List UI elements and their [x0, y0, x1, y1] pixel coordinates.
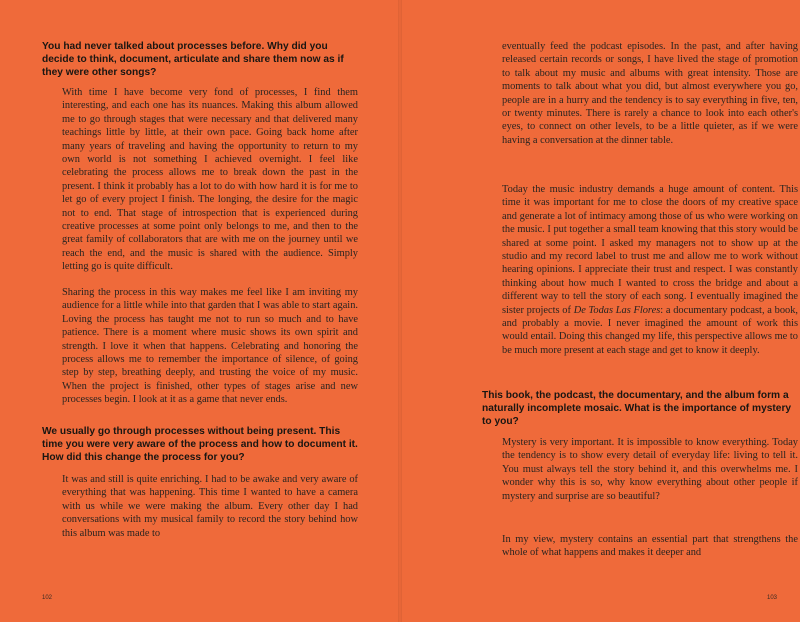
answer-3-paragraph-2: In my view, mystery contains an essential part that strengthens the whole of what happens and makes it deeper and — [502, 534, 798, 559]
page-number-left: 102 — [42, 595, 53, 601]
question-1: You had never talked about processes before. Why did you decide to think, document, articulate and share them now as if they were other songs? — [42, 41, 344, 78]
question-2: We usually go through processes without being present. This time you were very aware of the process and how to document it. How did this change the process for you? — [42, 426, 358, 463]
page-number-right: 103 — [767, 595, 778, 601]
answer-1-paragraph-1: With time I have become very fond of processes, I find them interesting, and each one has its nuances. Making this album allowed me to go through stages that were necessary and that delivered many teachings little by little, at their own pace. Going back home after many years of traveling and having the opportunity to return to my own world is not something I achieved overnight. I feel like celebrating the process allows me to break down the past in the present. I think it probably has a lot to do with how hard it is for me to let go of every project I finish. The longing, the desire for the magic not to end. That stage of introspection that is experienced during creative processes at some point only belongs to me, and then to the great family of collaborators that are with me on the journey until we reach the end, and the music is shared with the audience. Simply letting go is quite difficult. — [62, 87, 358, 273]
answer-2-paragraph-1-continued: eventually feed the podcast episodes. In the past, and after having released certain records or songs, I have lived the stage of promotion to talk about my music and albums with great intensity. Those are moments to talk about what you did, but almost everywhere you go, people are in a hurry and the tendency is to say everything in five, ten, or twenty minutes. There is rarely a chance to look into each other's eyes, to connect on other levels, to be a little quieter, as if we were having a conversation at the dinner table. — [502, 41, 798, 146]
answer-2-paragraph-1: It was and still is quite enriching. I had to be awake and very aware of everything that was happening. This time I wanted to have a camera with us while we were making the album. Every other day I had conversations with my musical family to record the story behind how this album was made to — [62, 474, 358, 539]
question-3: This book, the podcast, the documentary, and the album form a naturally incomplete mosaic. What is the importance of mystery to you? — [482, 390, 792, 427]
answer-2-paragraph-2 — [502, 183, 798, 357]
album-title: De Todas Las Flores — [573, 304, 661, 316]
answer-1-paragraph-2: Sharing the process in this way makes me feel like I am inviting my audience for a little while into that garden that I was able to start again. Loving the process has taught me not to run so much and to have patience. There is a moment where music shows its own spirit and strength. I love it when that happens. Celebrating and honoring the process allows me to remember the importance of silence, of going step by step, breathing deeply, and trusting the voice of my music. When the project is finished, other types of stages arise and new processes begin. I look at it as a game that never ends. — [62, 287, 358, 406]
answer-3-paragraph-1: Mystery is very important. It is impossible to know everything. Today the tendency is to show every detail of everyday life: living to tell it. You must always tell the story behind it, and this overwhelms me. I wonder why this is so, why know everything about other people if mystery and surprise are so beautiful? — [502, 437, 798, 502]
answer-2-paragraph-2-text-a: Today the music industry demands a huge amount of content. This time it was important for me to close the doors of my creative space and generate a lot of intimacy among those of us who were working on the music. I put together a small team knowing that this story would be shared at some point. I asked my managers not to show up at the studio and my record label to trust me and allow me to work without hearing opinions. I appreciate their trust and respect. I was constantly thinking about how much I wanted to cross the bridge and about a different way to tell the story of each song. I eventually imagined the sister projects of — [502, 184, 798, 316]
right-page — [400, 0, 800, 622]
answer-2-paragraph-2-text-b: : a documentary podcast, a book, and probably a movie. I never imagined the amount of work this would entail. Doing this changed my life, this perspective allows me to be much more present at each stage and get to know it deeply. — [502, 304, 799, 356]
